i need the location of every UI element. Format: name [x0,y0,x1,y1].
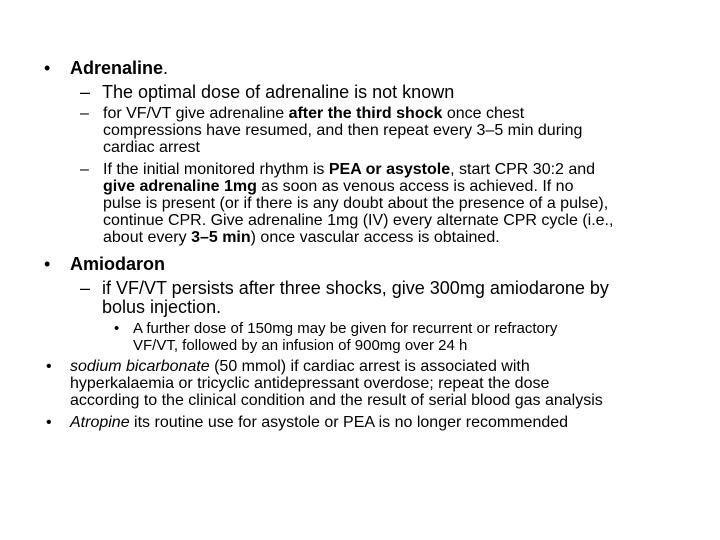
bicarbonate-line-1 [70,358,530,375]
pea-text-bold-5: 3–5 min [191,229,251,246]
pea-text-bold-2: give adrenaline 1mg [103,178,257,195]
pea-text-2b: as soon as venous access is achieved. If no [256,178,574,195]
adrenaline-period: . [163,58,169,78]
bullet-adrenaline: • [44,58,51,78]
amiodarone-line-1: if VF/VT persists after three shocks, give 300mg amiodarone by [102,278,609,298]
atropine-line [70,414,568,431]
dash-vfvt: – [80,105,89,122]
bullet-bicarbonate: • [46,358,52,375]
pea-text-5c: ) once vascular access is obtained. [250,229,500,246]
pea-line-3: pulse is present (or if there is any doubt about the presence of a pulse), [103,195,609,212]
bicarbonate-drug-name: sodium bicarbonate [70,358,210,375]
vfvt-line-3: cardiac arrest [103,139,200,156]
bullet-amiodarone: • [44,254,51,274]
vfvt-text-a: for VF/VT give adrenaline [103,105,289,122]
pea-line-5 [103,229,500,246]
pea-line-2 [103,178,573,195]
bicarbonate-text-1b: (50 mmol) if cardiac arrest is associated with [209,358,530,375]
pea-text-c: , start CPR 30:2 and [450,161,596,178]
bullet-atropine: • [46,414,52,431]
atropine-text: its routine use for asystole or PEA is no longer recommended [129,414,569,431]
dash-amiodarone: – [80,278,91,298]
bicarbonate-line-2: hyperkalaemia or tricyclic antidepressant overdose; repeat the dose [70,375,550,392]
amiodarone-title-text: Amiodaron [70,254,166,274]
pea-line-4: continue CPR. Give adrenaline 1mg (IV) every alternate CPR cycle (i.e., [103,212,614,229]
bullet-further-dose: • [114,320,120,337]
further-dose-line-2: VF/VT, followed by an infusion of 900mg over 24 h [133,337,468,354]
pea-text-a: If the initial monitored rhythm is [103,161,329,178]
bicarbonate-line-3: according to the clinical condition and the result of serial blood gas analysis [70,392,603,409]
vfvt-text-c: once chest [442,105,525,122]
amiodarone-line-2: bolus injection. [102,297,222,317]
further-dose-line-1: A further dose of 150mg may be given for recurrent or refractory [133,320,558,337]
vfvt-text-bold: after the third shock [288,105,443,122]
dash-pea: – [80,161,89,178]
adrenaline-subtitle: The optimal dose of adrenaline is not known [102,82,455,102]
dash-adrenaline-subtitle: – [80,82,91,102]
vfvt-line-1 [103,105,524,122]
pea-text-bold: PEA or asystole [328,161,451,178]
atropine-drug-name: Atropine [70,414,130,431]
adrenaline-title: Adrenaline [70,58,164,78]
vfvt-line-2: compressions have resumed, and then repeat every 3–5 min during [103,122,583,139]
amiodarone-title [70,253,165,275]
pea-text-5a: about every [103,229,192,246]
adrenaline-heading [70,57,168,79]
pea-line-1 [103,161,595,178]
